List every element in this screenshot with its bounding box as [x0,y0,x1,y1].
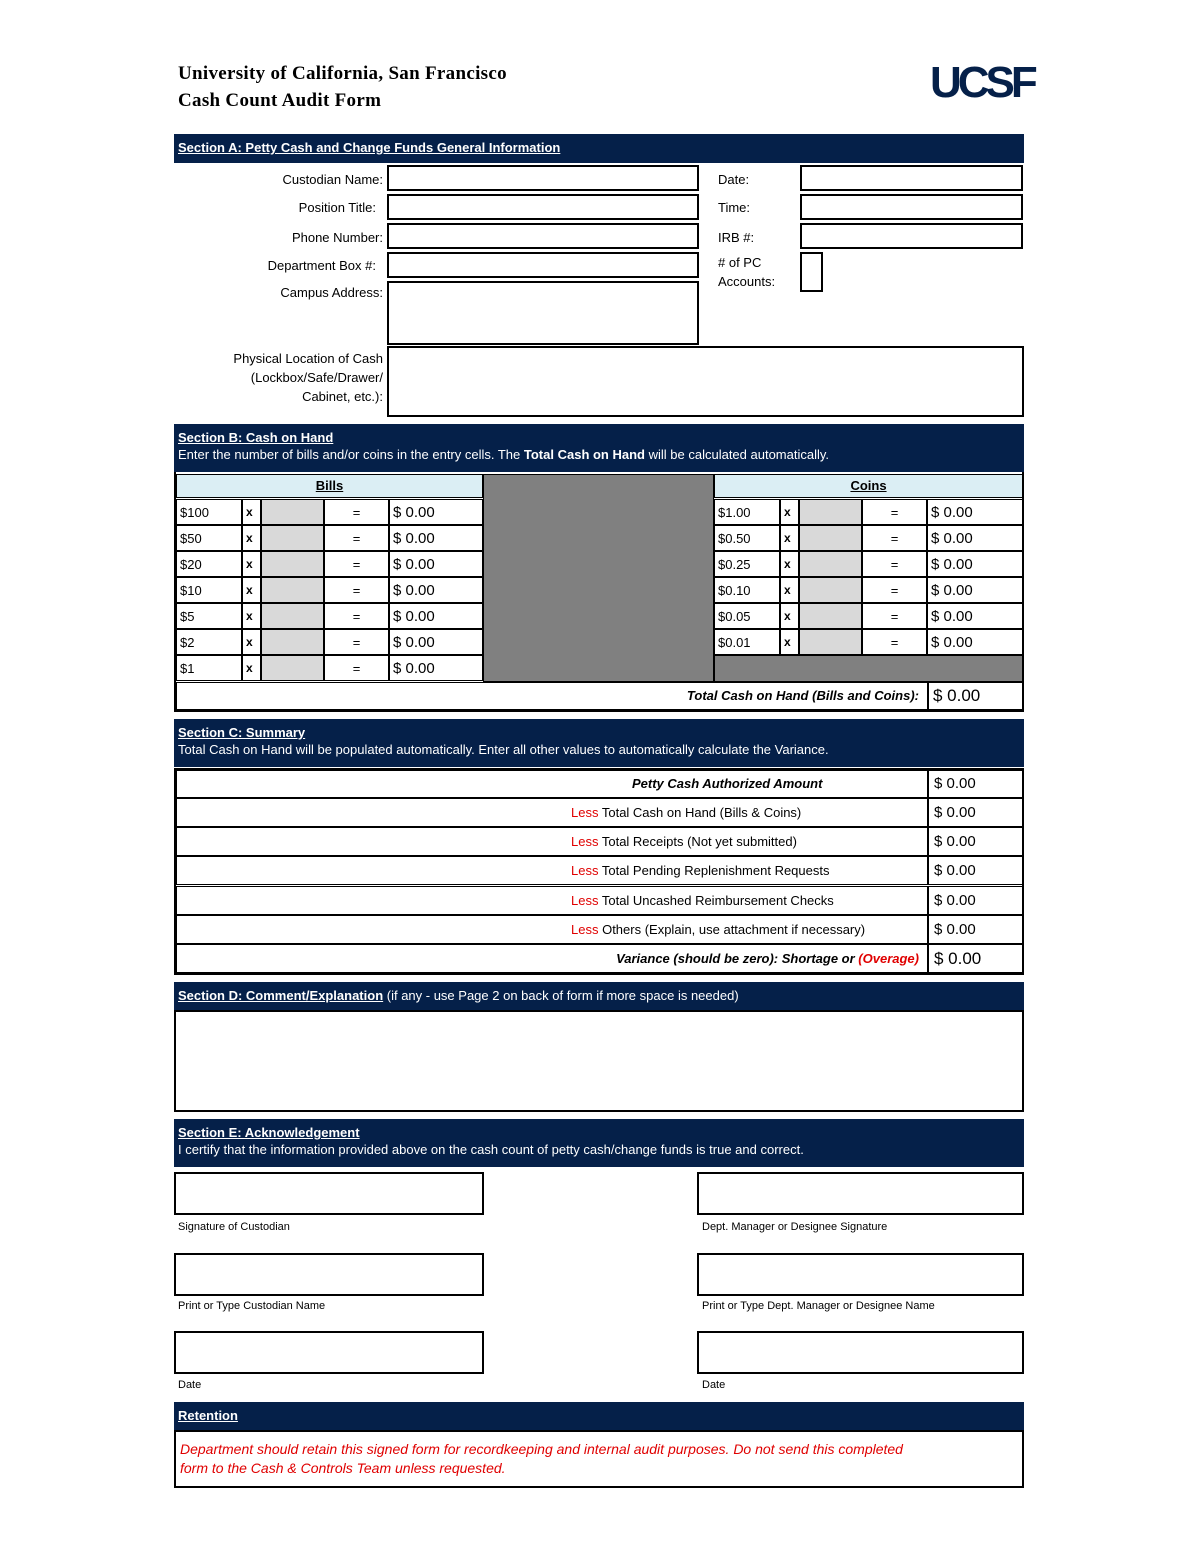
manager-date-label: Date [702,1379,726,1391]
section-a-heading: Section A: Petty Cash and Change Funds General Information [178,140,561,155]
coin-row-count-input[interactable] [799,629,862,655]
bill-row-equals-sign: = [324,603,389,629]
summary-row-label [176,798,928,827]
bill-row-count-input[interactable] [261,551,324,577]
coin-row-multiply-sign: x [780,603,799,629]
less-label: Less [571,834,599,850]
bill-row-amount: $ 0.00 [389,577,483,603]
position-title-field[interactable] [387,194,699,220]
summary-row-value: $ 0.00 [928,798,1023,827]
bill-row-denomination: $5 [176,603,242,629]
coin-row-multiply-sign: x [780,499,799,525]
overage-label: (Overage) [858,951,919,966]
retention-text-line2: form to the Cash & Controls Team unless requested. [180,1460,506,1476]
time-field[interactable] [800,194,1023,220]
coin-row-denomination: $1.00 [714,499,780,525]
campus-address-field[interactable] [387,281,699,345]
coin-row-denomination: $0.25 [714,551,780,577]
variance-label: Variance (should be zero): Shortage or (Overage) [176,944,928,973]
university-name: University of California, San Francisco [178,63,507,84]
coin-row-amount: $ 0.00 [927,499,1023,525]
summary-row-text: Total Cash on Hand (Bills & Coins) [598,805,802,820]
coin-row-denomination: $0.01 [714,629,780,655]
bill-row-denomination: $50 [176,525,242,551]
summary-row-value[interactable]: $ 0.00 [928,827,1023,856]
custodian-print-name-label: Print or Type Custodian Name [178,1300,326,1312]
less-label: Less [571,805,599,820]
date-label: Date: [718,172,750,187]
coin-row-count-input[interactable] [799,603,862,629]
coin-row-equals-sign: = [862,551,927,577]
manager-signature-label: Dept. Manager or Designee Signature [702,1221,888,1233]
authorized-amount-label: Petty Cash Authorized Amount [176,770,928,798]
retention-text-box [174,1430,1024,1488]
date-field[interactable] [800,165,1023,191]
custodian-signature-label: Signature of Custodian [178,1221,290,1233]
summary-row-text: Total Uncashed Reimbursement Checks [598,892,834,908]
total-cash-on-hand-label: Total Cash on Hand (Bills and Coins): [176,682,928,710]
comment-field[interactable] [174,1010,1024,1112]
bill-row-amount: $ 0.00 [389,499,483,525]
bill-row-equals-sign: = [324,655,389,681]
section-b-header [174,424,1024,472]
retention-heading: Retention [178,1408,238,1423]
bill-row-count-input[interactable] [261,629,324,655]
irb-field[interactable] [800,223,1023,249]
section-e-certification: I certify that the information provided above on the cash count of petty cash/change funds is true and correct. [178,1142,804,1157]
phone-number-label: Phone Number: [291,230,383,245]
less-label: Less [571,863,599,879]
coin-row-denomination: $0.10 [714,577,780,603]
coins-header: Coins [714,474,1023,498]
pc-accounts-label-line2: Accounts: [718,274,776,289]
coin-row-equals-sign: = [862,577,927,603]
custodian-signature-field[interactable] [174,1172,484,1215]
coin-row-amount: $ 0.00 [927,577,1023,603]
bill-row-denomination: $1 [176,655,242,681]
bill-row-amount: $ 0.00 [389,603,483,629]
coin-row-multiply-sign: x [780,629,799,655]
irb-label: IRB #: [718,230,755,245]
bill-row-multiply-sign: x [242,603,261,629]
authorized-amount-value[interactable]: $ 0.00 [928,770,1023,798]
bill-row-amount: $ 0.00 [389,655,483,681]
coin-row-equals-sign: = [862,525,927,551]
section-e-header [174,1119,1024,1167]
bill-row-multiply-sign: x [242,629,261,655]
bill-row-multiply-sign: x [242,551,261,577]
bill-row-count-input[interactable] [261,577,324,603]
section-d-header [174,982,1024,1010]
bill-row-amount: $ 0.00 [389,525,483,551]
bill-row-multiply-sign: x [242,655,261,681]
form-title: Cash Count Audit Form [178,90,382,111]
manager-signature-field[interactable] [697,1172,1024,1215]
bill-row-equals-sign: = [324,525,389,551]
retention-header [174,1402,1024,1430]
manager-print-name-label: Print or Type Dept. Manager or Designee Name [702,1300,935,1312]
variance-value: $ 0.00 [928,944,1023,973]
bill-row-denomination: $20 [176,551,242,577]
coin-row-multiply-sign: x [780,551,799,577]
retention-text-line1: Department should retain this signed form for recordkeeping and internal audit purposes. Do not send this completed [180,1441,903,1457]
coin-row-multiply-sign: x [780,577,799,603]
time-label: Time: [718,200,751,215]
summary-row-label [176,856,928,885]
ucsf-logo: UCSF [930,58,1034,107]
custodian-date-label: Date [178,1379,202,1391]
coin-row-amount: $ 0.00 [927,551,1023,577]
section-d-heading: Section D: Comment/Explanation [178,988,384,1003]
coin-row-count-input[interactable] [799,499,862,525]
custodian-date-field[interactable] [174,1331,484,1374]
custodian-name-field[interactable] [387,165,699,191]
less-label: Less [571,892,599,908]
bill-row-equals-sign: = [324,551,389,577]
campus-address-label: Campus Address: [280,285,383,300]
summary-row-label [176,915,928,944]
bill-row-multiply-sign: x [242,499,261,525]
summary-row-value[interactable]: $ 0.00 [928,886,1023,915]
custodian-print-name-field[interactable] [174,1253,484,1296]
coin-row-count-input[interactable] [799,577,862,603]
summary-row-value[interactable]: $ 0.00 [928,856,1023,885]
coin-row-multiply-sign: x [780,525,799,551]
section-c-heading: Section C: Summary [178,725,306,740]
coin-row-amount: $ 0.00 [927,525,1023,551]
section-d-note: (if any - use Page 2 on back of form if more space is needed) [383,988,739,1003]
bill-row-count-input[interactable] [261,603,324,629]
pc-accounts-label-line1: # of PC [718,255,762,270]
bill-row-equals-sign: = [324,577,389,603]
bill-row-denomination: $100 [176,499,242,525]
coin-row-count-input[interactable] [799,551,862,577]
pc-accounts-field[interactable] [800,252,823,292]
department-box-field[interactable] [387,252,699,278]
section-b-heading: Section B: Cash on Hand [178,430,334,445]
physical-location-label-line3: Cabinet, etc.): [302,389,383,404]
section-c-instructions: Total Cash on Hand will be populated automatically. Enter all other values to automatically calculate the Variance. [178,742,829,757]
manager-date-field[interactable] [697,1331,1024,1374]
coin-row-equals-sign: = [862,603,927,629]
physical-location-field[interactable] [387,346,1024,417]
section-e-heading: Section E: Acknowledgement [178,1125,360,1140]
bill-row-count-input[interactable] [261,499,324,525]
coin-row-equals-sign: = [862,629,927,655]
less-label: Less [571,921,599,937]
summary-row-value[interactable]: $ 0.00 [928,915,1023,944]
coin-row-denomination: $0.05 [714,603,780,629]
manager-print-name-field[interactable] [697,1253,1024,1296]
position-title-label: Position Title: [298,200,376,215]
coin-row-equals-sign: = [862,499,927,525]
section-c-header [174,719,1024,767]
bill-row-multiply-sign: x [242,525,261,551]
physical-location-label-line2: (Lockbox/Safe/Drawer/ [250,370,383,385]
bill-row-multiply-sign: x [242,577,261,603]
total-cash-on-hand-value: $ 0.00 [928,682,1023,710]
custodian-name-label: Custodian Name: [282,172,383,187]
bill-row-count-input[interactable] [261,525,324,551]
coin-row-amount: $ 0.00 [927,603,1023,629]
physical-location-label-line1: Physical Location of Cash [233,351,383,366]
bill-row-denomination: $10 [176,577,242,603]
bills-header: Bills [176,474,483,498]
coins-table-spacer [714,655,1023,682]
bill-row-equals-sign: = [324,629,389,655]
summary-row-text: Others (Explain, use attachment if necessary) [598,921,866,937]
section-b-instructions: Enter the number of bills and/or coins in the entry cells. The Total Cash on Hand will be calculated automatically. [178,447,830,462]
bill-row-equals-sign: = [324,499,389,525]
summary-row-label [176,886,928,915]
cash-table-spacer [483,474,714,682]
phone-number-field[interactable] [387,223,699,249]
bill-row-amount: $ 0.00 [389,551,483,577]
coin-row-denomination: $0.50 [714,525,780,551]
bill-row-denomination: $2 [176,629,242,655]
summary-row-label [176,827,928,856]
summary-row-text: Total Pending Replenishment Requests [598,863,830,879]
department-box-label: Department Box #: [267,258,376,273]
bill-row-amount: $ 0.00 [389,629,483,655]
coin-row-count-input[interactable] [799,525,862,551]
section-a-header [174,134,1024,163]
bill-row-count-input[interactable] [261,655,324,681]
coin-row-amount: $ 0.00 [927,629,1023,655]
summary-row-text: Total Receipts (Not yet submitted) [598,834,797,850]
